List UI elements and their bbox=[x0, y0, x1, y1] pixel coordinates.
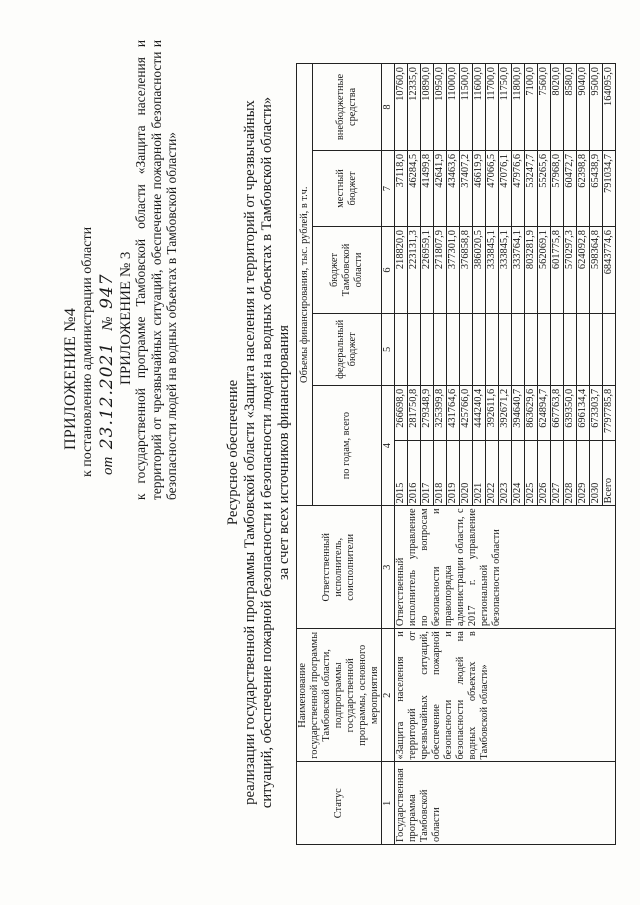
regional-cell: 223131,3 bbox=[408, 227, 421, 314]
total-cell: 624894,7 bbox=[538, 385, 551, 440]
regional-cell: 570297,3 bbox=[564, 227, 577, 314]
total-cell: 392611,6 bbox=[486, 385, 499, 440]
federal-cell bbox=[421, 313, 434, 385]
col-number: 7 bbox=[382, 150, 395, 226]
col-number: 3 bbox=[382, 506, 395, 629]
federal-cell bbox=[564, 313, 577, 385]
regional-cell: 6843774,6 bbox=[603, 227, 616, 314]
total-cell: 7797785,8 bbox=[603, 385, 616, 440]
offbudget-cell: 7560,0 bbox=[538, 64, 551, 151]
offbudget-cell: 11600,0 bbox=[473, 64, 486, 151]
local-cell: 65438,9 bbox=[590, 150, 603, 226]
doc-heading-line2: реализации государственной программы Тамбовской области «Защита населения и территорий от чрезвычайных bbox=[242, 100, 258, 805]
local-cell: 55265,6 bbox=[538, 150, 551, 226]
total-cell: 281750,8 bbox=[408, 385, 421, 440]
year-cell: 2024 bbox=[512, 440, 525, 506]
offbudget-cell: 10950,0 bbox=[434, 64, 447, 151]
header-federal: федеральный бюджет bbox=[313, 313, 382, 385]
total-cell: 266698,0 bbox=[395, 385, 408, 440]
federal-cell bbox=[447, 313, 460, 385]
federal-cell bbox=[551, 313, 564, 385]
col-number: 1 bbox=[382, 762, 395, 845]
year-cell: 2020 bbox=[460, 440, 473, 506]
local-cell: 47976,6 bbox=[512, 150, 525, 226]
header-by-year: по годам, всего bbox=[313, 385, 382, 506]
federal-cell bbox=[408, 313, 421, 385]
header-offbudget: внебюджетные средства bbox=[313, 64, 382, 151]
local-cell: 53247,7 bbox=[525, 150, 538, 226]
offbudget-cell: 11000,0 bbox=[447, 64, 460, 151]
offbudget-cell: 10890,0 bbox=[421, 64, 434, 151]
col-number: 8 bbox=[382, 64, 395, 151]
annex-title: ПРИЛОЖЕНИЕ №4 bbox=[62, 307, 79, 450]
total-cell: 425766,0 bbox=[460, 385, 473, 440]
regional-cell: 271807,9 bbox=[434, 227, 447, 314]
local-cell: 43463,6 bbox=[447, 150, 460, 226]
federal-cell bbox=[434, 313, 447, 385]
offbudget-cell: 12335,0 bbox=[408, 64, 421, 151]
local-cell: 60472,7 bbox=[564, 150, 577, 226]
regional-cell: 601775,8 bbox=[551, 227, 564, 314]
regional-cell: 218820,0 bbox=[395, 227, 408, 314]
regional-cell: 624092,8 bbox=[577, 227, 590, 314]
local-cell: 37407,2 bbox=[460, 150, 473, 226]
offbudget-cell: 11750,0 bbox=[499, 64, 512, 151]
decree-from-label: от bbox=[100, 456, 116, 475]
local-cell: 791034,7 bbox=[603, 150, 616, 226]
total-cell: 392671,2 bbox=[499, 385, 512, 440]
regional-cell: 226959,1 bbox=[421, 227, 434, 314]
regional-cell: 333764,1 bbox=[512, 227, 525, 314]
decree-reference: к постановлению администрации области bbox=[80, 226, 95, 477]
federal-cell bbox=[512, 313, 525, 385]
federal-cell bbox=[525, 313, 538, 385]
resource-table bbox=[296, 63, 616, 845]
federal-cell bbox=[473, 313, 486, 385]
header-name: Наименование государственной программы Тамбовской области, подпрограммы государственной программы, основного мероприятия bbox=[297, 629, 382, 762]
decree-no-label: № bbox=[100, 316, 116, 331]
regional-cell: 377301,0 bbox=[447, 227, 460, 314]
column-numbers-row bbox=[382, 64, 395, 845]
annex3-title: ПРИЛОЖЕНИЕ № 3 bbox=[118, 251, 134, 385]
doc-heading-line1: Ресурсное обеспечение bbox=[225, 379, 241, 526]
year-cell: 2025 bbox=[525, 440, 538, 506]
year-cell: 2015 bbox=[395, 440, 408, 506]
col-number: 2 bbox=[382, 629, 395, 762]
doc-heading-line4: за счет всех источников финансирования bbox=[276, 325, 292, 580]
year-cell: Всего bbox=[603, 440, 616, 506]
offbudget-cell: 11500,0 bbox=[460, 64, 473, 151]
total-cell: 325399,8 bbox=[434, 385, 447, 440]
total-cell: 394640,7 bbox=[512, 385, 525, 440]
executor-cell: Ответственный исполнитель управление по вопросам безопасности и правопорядка администрации области, с 2017 г. управление региональной безопасности области bbox=[395, 506, 616, 629]
total-cell: 444240,4 bbox=[473, 385, 486, 440]
year-cell: 2022 bbox=[486, 440, 499, 506]
table-row bbox=[395, 64, 408, 845]
federal-cell bbox=[395, 313, 408, 385]
total-cell: 863629,6 bbox=[525, 385, 538, 440]
header-local: местный бюджет bbox=[313, 150, 382, 226]
local-cell: 41499,8 bbox=[421, 150, 434, 226]
col-number: 5 bbox=[382, 313, 395, 385]
federal-cell bbox=[577, 313, 590, 385]
regional-cell: 333845,1 bbox=[486, 227, 499, 314]
local-cell: 57968,0 bbox=[551, 150, 564, 226]
year-cell: 2023 bbox=[499, 440, 512, 506]
federal-cell bbox=[486, 313, 499, 385]
offbudget-cell: 8580,0 bbox=[564, 64, 577, 151]
regional-cell: 562069,1 bbox=[538, 227, 551, 314]
total-cell: 667763,8 bbox=[551, 385, 564, 440]
total-cell: 673303,7 bbox=[590, 385, 603, 440]
total-cell: 639350,0 bbox=[564, 385, 577, 440]
header-executor: Ответственный исполнитель, соисполнители bbox=[297, 506, 382, 629]
program-name-cell: «Защита населения и территорий от чрезвычайных ситуаций, обеспечение пожарной безопасности и безопасности людей на водных объектах в Тамбовской области» bbox=[395, 629, 616, 762]
federal-cell bbox=[603, 313, 616, 385]
offbudget-cell: 164095,0 bbox=[603, 64, 616, 151]
regional-cell: 803281,9 bbox=[525, 227, 538, 314]
doc-heading-line3: ситуаций, обеспечение пожарной безопасности и безопасности людей на водных объектах в Тамбовской области» bbox=[259, 96, 275, 809]
regional-cell: 376858,8 bbox=[460, 227, 473, 314]
total-cell: 431764,6 bbox=[447, 385, 460, 440]
year-cell: 2030 bbox=[590, 440, 603, 506]
offbudget-cell: 8020,0 bbox=[551, 64, 564, 151]
year-cell: 2028 bbox=[564, 440, 577, 506]
federal-cell bbox=[499, 313, 512, 385]
local-cell: 47076,1 bbox=[499, 150, 512, 226]
regional-cell: 333845,1 bbox=[499, 227, 512, 314]
federal-cell bbox=[538, 313, 551, 385]
col-number: 6 bbox=[382, 227, 395, 314]
year-cell: 2021 bbox=[473, 440, 486, 506]
decree-date-number bbox=[97, 273, 117, 475]
col-number: 4 bbox=[382, 385, 395, 506]
local-cell: 47066,5 bbox=[486, 150, 499, 226]
local-cell: 62398,8 bbox=[577, 150, 590, 226]
year-cell: 2019 bbox=[447, 440, 460, 506]
year-cell: 2026 bbox=[538, 440, 551, 506]
local-cell: 46284,5 bbox=[408, 150, 421, 226]
header-status: Статус bbox=[297, 762, 382, 845]
year-cell: 2017 bbox=[421, 440, 434, 506]
year-cell: 2029 bbox=[577, 440, 590, 506]
decree-number: 947 bbox=[97, 273, 117, 309]
decree-date: 23.12.2021 bbox=[97, 341, 117, 450]
header-regional: бюджет Тамбовской области bbox=[313, 227, 382, 314]
annex3-description: к государственной программе Тамбовской области «Защита населения и территорий от чрезвычайных ситуаций, обеспечение пожарной безопасности и безопасности людей на водных объектах в Тамбовской области» bbox=[133, 40, 180, 500]
regional-cell: 598364,8 bbox=[590, 227, 603, 314]
offbudget-cell: 9500,0 bbox=[590, 64, 603, 151]
offbudget-cell: 11800,0 bbox=[512, 64, 525, 151]
local-cell: 42641,9 bbox=[434, 150, 447, 226]
federal-cell bbox=[590, 313, 603, 385]
year-cell: 2018 bbox=[434, 440, 447, 506]
offbudget-cell: 11700,0 bbox=[486, 64, 499, 151]
total-cell: 279348,9 bbox=[421, 385, 434, 440]
local-cell: 46619,9 bbox=[473, 150, 486, 226]
regional-cell: 386020,5 bbox=[473, 227, 486, 314]
federal-cell bbox=[460, 313, 473, 385]
offbudget-cell: 9040,0 bbox=[577, 64, 590, 151]
year-cell: 2016 bbox=[408, 440, 421, 506]
status-cell: Государственная программа Тамбовской области bbox=[395, 762, 616, 845]
header-funding: Объемы финансирования, тыс. рублей, в т.ч. bbox=[297, 64, 313, 506]
offbudget-cell: 7100,0 bbox=[525, 64, 538, 151]
local-cell: 37118,0 bbox=[395, 150, 408, 226]
offbudget-cell: 10760,0 bbox=[395, 64, 408, 151]
year-cell: 2027 bbox=[551, 440, 564, 506]
total-cell: 696134,4 bbox=[577, 385, 590, 440]
